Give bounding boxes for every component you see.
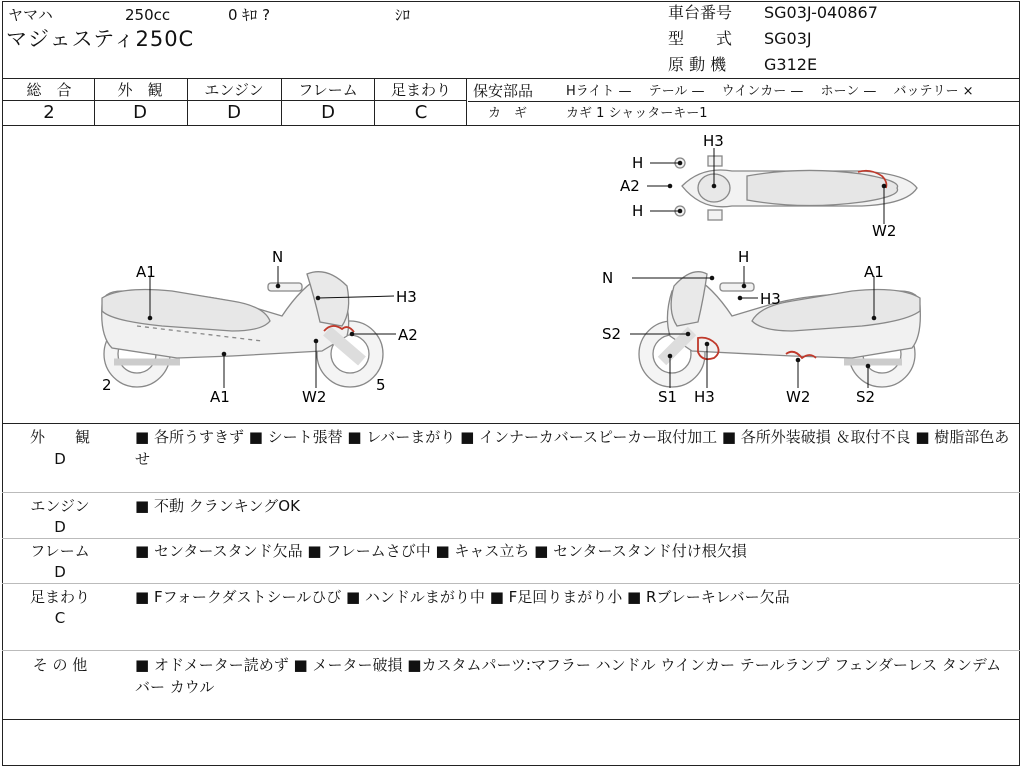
label-top-h-bottom: H bbox=[632, 202, 644, 220]
divider bbox=[2, 100, 467, 101]
model-name: マジェスティ250C bbox=[6, 27, 195, 51]
color: ｼﾛ bbox=[395, 6, 411, 24]
safety-label: 保安部品 bbox=[473, 82, 534, 100]
label-w2: W2 bbox=[302, 388, 327, 406]
label-top-h: H bbox=[632, 154, 644, 172]
scooter-left-view bbox=[102, 272, 383, 387]
grade-frame-value: D bbox=[321, 102, 335, 123]
detail-label-suspension: 足まわり bbox=[29, 588, 90, 606]
divider bbox=[94, 78, 95, 125]
safety-items: Hライト — テール — ウインカー — ホーン — バッテリー × bbox=[566, 84, 974, 99]
key-label: カ ギ bbox=[488, 106, 528, 121]
grade-engine-value: D bbox=[227, 102, 241, 123]
detail-grade-frame: D bbox=[54, 563, 66, 581]
grade-suspension-value: C bbox=[414, 102, 428, 123]
damage-diagram bbox=[2, 126, 1020, 424]
divider bbox=[2, 423, 1020, 424]
detail-text-engine: ■ 不動 クランキングOK bbox=[135, 497, 300, 515]
label-right-s2-right: S2 bbox=[856, 388, 876, 406]
label-right-h: H bbox=[738, 248, 750, 266]
engine-label: 原 動 機 bbox=[668, 55, 727, 74]
divider bbox=[2, 650, 1020, 651]
detail-text-other: ■ オドメーター読めず ■ メーター破損 ■カスタムパーツ:マフラー ハンドル ウインカー テールランプ フェンダーレス タンデムバー カウル bbox=[135, 656, 1002, 696]
mileage: 0 ｷﾛ ? bbox=[228, 6, 271, 24]
label-right-h3-bottom: H3 bbox=[694, 388, 715, 406]
label-n: N bbox=[272, 248, 284, 266]
detail-text-suspension: ■ Fフォークダストシールひび ■ ハンドルまがり中 ■ F足回りまがり小 ■ Rブレーキレバー欠品 bbox=[135, 588, 790, 606]
divider bbox=[2, 719, 1020, 720]
detail-grade-exterior: D bbox=[54, 450, 66, 468]
type-label: 型 式 bbox=[668, 29, 733, 48]
divider bbox=[2, 492, 1020, 493]
label-a1-bottom: A1 bbox=[210, 388, 230, 406]
grade-total-value: 2 bbox=[43, 102, 55, 123]
label-right-s1: S1 bbox=[658, 388, 678, 406]
detail-label-exterior: 外 観 bbox=[29, 428, 90, 446]
chassis-value: SG03J-040867 bbox=[764, 3, 878, 22]
divider bbox=[374, 78, 375, 125]
detail-label-engine: エンジン bbox=[30, 497, 90, 515]
label-right-n: N bbox=[602, 269, 614, 287]
divider bbox=[468, 101, 1020, 102]
detail-text-exterior: ■ 各所うすきず ■ シート張替 ■ レバーまがり ■ インナーカバースピーカー取付加工 ■ 各所外装破損 ＆取付不良 ■ 樹脂部色あせ bbox=[135, 428, 1010, 468]
detail-label-frame: フレーム bbox=[30, 542, 90, 560]
key-value: カギ 1 シャッターキー1 bbox=[566, 106, 708, 121]
divider bbox=[281, 78, 282, 125]
label-top-h3: H3 bbox=[703, 132, 724, 150]
grade-suspension-label: 足まわり bbox=[390, 81, 451, 99]
detail-text-frame: ■ センタースタンド欠品 ■ フレームさび中 ■ キャス立ち ■ センタースタンド付け根欠損 bbox=[135, 542, 747, 560]
scooter-top-view bbox=[675, 156, 917, 220]
grade-frame-label: フレーム bbox=[298, 81, 358, 99]
displacement: 250cc bbox=[125, 6, 171, 24]
label-top-a2: A2 bbox=[620, 177, 640, 195]
type-value: SG03J bbox=[764, 29, 812, 48]
label-right-s2-left: S2 bbox=[602, 325, 622, 343]
detail-grade-suspension: C bbox=[54, 609, 66, 627]
grade-exterior-value: D bbox=[133, 102, 147, 123]
label-5: 5 bbox=[376, 376, 386, 394]
divider bbox=[2, 538, 1020, 539]
divider bbox=[2, 583, 1020, 584]
grade-exterior-label: 外 観 bbox=[117, 81, 163, 99]
label-right-a1: A1 bbox=[864, 263, 884, 281]
chassis-label: 車台番号 bbox=[668, 3, 733, 22]
label-a2: A2 bbox=[398, 326, 418, 344]
divider bbox=[2, 78, 1020, 79]
label-h3: H3 bbox=[396, 288, 417, 306]
label-top-w2: W2 bbox=[872, 222, 897, 240]
label-right-h3: H3 bbox=[760, 290, 781, 308]
divider bbox=[466, 78, 467, 125]
grade-engine-label: エンジン bbox=[204, 81, 264, 99]
scooter-right-view bbox=[639, 272, 920, 387]
label-2: 2 bbox=[102, 376, 112, 394]
engine-value: G312E bbox=[764, 55, 818, 74]
maker: ヤマハ bbox=[8, 6, 53, 24]
detail-label-other: そ の 他 bbox=[32, 656, 88, 674]
label-a1-top: A1 bbox=[136, 263, 156, 281]
detail-grade-engine: D bbox=[54, 518, 66, 536]
grade-total-label: 総 合 bbox=[26, 81, 72, 99]
label-right-w2: W2 bbox=[786, 388, 811, 406]
divider bbox=[187, 78, 188, 125]
